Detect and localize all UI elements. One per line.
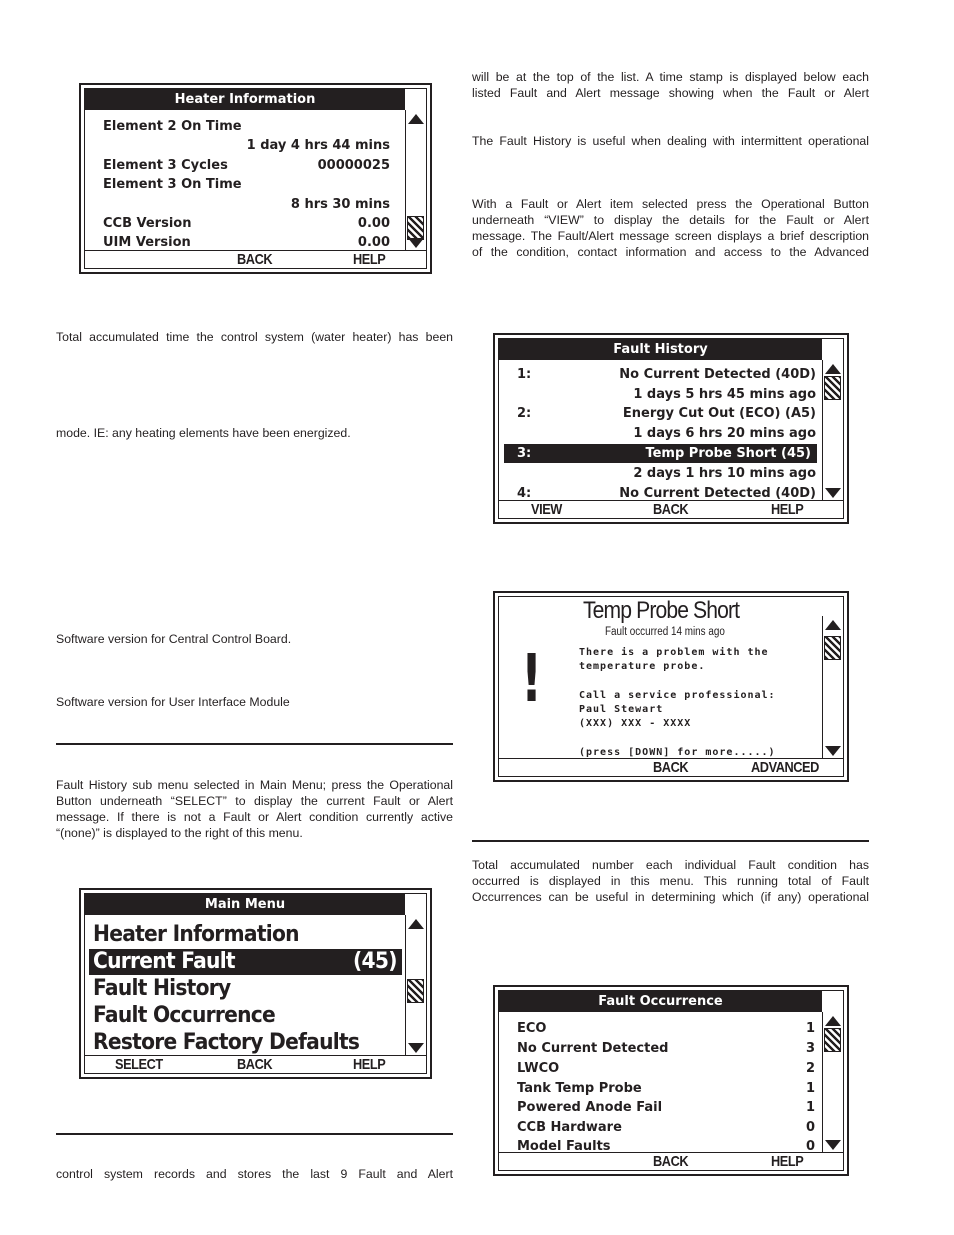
text-line: The Fault History is useful when dealing with intermittent operational [472,134,869,148]
scrollbar[interactable] [405,915,426,1056]
paragraph-mode [56,425,453,441]
paragraph-records [56,1166,453,1182]
message-line: temperature probe. [579,661,706,673]
softkey-bar [85,250,426,268]
info-label: Element 3 Cycles [103,158,228,173]
occurrence-label: CCB Hardware [517,1120,622,1135]
text-line: “(none)” is displayed to the right of this menu. [56,826,303,840]
history-index: 1: [517,367,532,382]
screen-title: Fault History [499,339,822,360]
history-timestamp: 1 days 5 hrs 45 mins ago [633,387,816,402]
help-button[interactable]: HELP [771,501,804,518]
history-fault[interactable]: No Current Detected (40D) [619,486,816,501]
scroll-down-icon[interactable] [825,1140,841,1150]
back-button[interactable]: BACK [653,759,689,776]
scroll-up-icon[interactable] [825,620,841,630]
text-line: mode. IE: any heating elements have been energized. [56,426,351,440]
history-fault[interactable]: No Current Detected (40D) [619,367,816,382]
message-line: Paul Stewart [579,704,664,716]
scroll-thumb[interactable] [824,1028,841,1052]
text-line: message. The Fault/Alert message screen displays a brief description [472,229,869,243]
message-line [579,732,776,746]
scroll-down-icon[interactable] [825,746,841,756]
text-line: Software version for User Interface Module [56,695,290,709]
scroll-up-icon[interactable] [408,919,424,929]
menu-item-fault-occurrence[interactable]: Fault Occurrence [93,1003,276,1028]
scrollbar[interactable] [822,1012,843,1153]
scrollbar[interactable] [405,110,426,251]
paragraph-fault-history-useful [472,133,869,149]
view-button[interactable]: VIEW [531,501,562,518]
history-timestamp: 2 days 1 hrs 10 mins ago [633,466,816,481]
scroll-down-icon[interactable] [408,238,424,248]
occurrence-count: 1 [805,1021,815,1036]
info-value: 8 hrs 30 mins [290,197,390,212]
help-button[interactable]: HELP [771,1153,804,1170]
screen-frame [498,338,844,519]
back-button[interactable]: BACK [237,1056,273,1073]
text-line: Software version for Central Control Board. [56,632,292,646]
fault-title: Temp Probe Short [583,597,740,624]
occurrence-label: Model Faults [517,1139,611,1154]
occurrence-label: Powered Anode Fail [517,1100,663,1115]
menu-item-fault-history[interactable]: Fault History [93,976,231,1001]
screen-frame [498,596,844,777]
occurrence-count: 3 [805,1041,815,1056]
paragraph-ccb [56,631,453,647]
fault-timestamp: Fault occurred 14 mins ago [605,626,725,638]
section-divider [56,743,453,745]
menu-item-heater-information[interactable]: Heater Information [93,922,299,947]
screen-title: Fault Occurrence [499,991,822,1012]
history-index: 3: [517,446,532,461]
scroll-thumb[interactable] [407,216,424,240]
text-line: control system records and stores the last 9 Fault and Alert [56,1167,453,1181]
history-fault-selected[interactable]: Temp Probe Short (45) [645,446,811,461]
softkey-bar [85,1055,426,1073]
softkey-bar [499,758,843,776]
scrollbar[interactable] [822,360,843,501]
main-menu-screen [79,888,432,1079]
occurrence-label: ECO [517,1021,547,1036]
info-value: 00000025 [317,158,390,173]
text-line: message. If there is not a Fault or Alert condition currently active [56,810,453,824]
info-label: UIM Version [103,235,191,250]
paragraph-timestamp [472,69,869,101]
history-fault[interactable]: Energy Cut Out (ECO) (A5) [622,406,816,421]
occurrence-count: 0 [805,1120,815,1135]
menu-item-current-fault[interactable]: Current Fault [93,949,235,974]
screen-frame [84,88,427,269]
text-line: underneath “VIEW” to display the details for the Fault or Alert [472,213,869,227]
section-divider [472,840,869,842]
text-line: Button underneath “SELECT” to display the current Fault or Alert [56,794,453,808]
history-index: 2: [517,406,532,421]
paragraph-occurrence [472,857,869,905]
occurrence-count: 2 [805,1061,815,1076]
info-label: Element 3 On Time [103,177,242,192]
message-line [579,675,776,689]
scroll-up-icon[interactable] [408,114,424,124]
screen-title: Main Menu [85,894,405,915]
back-button[interactable]: BACK [653,501,689,518]
occurrence-count: 1 [805,1081,815,1096]
back-button[interactable]: BACK [237,251,273,268]
occurrence-count: 0 [805,1139,815,1154]
screen-title: Heater Information [85,89,405,110]
screen-frame [498,990,844,1171]
message-line: (press [DOWN] for more.....) [579,747,776,759]
paragraph-fault-history-submenu [56,777,453,841]
fault-occurrence-screen [493,985,849,1176]
help-button[interactable]: HELP [353,251,386,268]
history-index: 4: [517,486,532,501]
fault-message [579,646,776,760]
heater-information-screen [79,83,432,274]
help-button[interactable]: HELP [353,1056,386,1073]
section-divider [56,1133,453,1135]
screen-frame [84,893,427,1074]
paragraph-total-time [56,329,453,345]
advanced-button[interactable]: ADVANCED [751,759,819,776]
text-line: Total accumulated number each individual Fault condition has [472,858,869,872]
scroll-thumb[interactable] [407,979,424,1003]
occurrence-label: No Current Detected [517,1041,669,1056]
text-line: will be at the top of the list. A time stamp is displayed below each [472,70,869,84]
info-value: 1 day 4 hrs 44 mins [246,138,390,153]
scroll-down-icon[interactable] [825,488,841,498]
occurrence-label: LWCO [517,1061,560,1076]
warning-icon: ! [521,640,543,717]
text-line: With a Fault or Alert item selected press the Operational Button [472,197,869,211]
message-line: Call a service professional: [579,689,776,701]
text-line: Total accumulated time the control system (water heater) has been [56,330,453,344]
paragraph-uim [56,694,453,710]
select-button[interactable]: SELECT [115,1056,163,1073]
scrollbar[interactable] [822,616,843,759]
info-value: 0.00 [357,235,390,250]
text-line: occurred is displayed in this menu. This running total of Fault [472,874,869,888]
occurrence-count: 1 [805,1100,815,1115]
current-fault-code: (45) [353,949,397,974]
text-line: Fault History sub menu selected in Main Menu; press the Operational [56,778,453,792]
history-timestamp: 1 days 6 hrs 20 mins ago [633,426,816,441]
info-value: 0.00 [357,216,390,231]
scroll-thumb[interactable] [824,636,841,660]
info-label: CCB Version [103,216,192,231]
fault-detail-screen [493,591,849,782]
occurrence-label: Tank Temp Probe [517,1081,642,1096]
scroll-up-icon[interactable] [825,1016,841,1026]
softkey-bar [499,500,843,518]
message-line: There is a problem with the [579,647,769,658]
softkey-bar [499,1152,843,1170]
scroll-down-icon[interactable] [408,1043,424,1053]
info-label: Element 2 On Time [103,119,242,134]
menu-item-restore-factory-defaults[interactable]: Restore Factory Defaults [93,1030,360,1055]
scroll-up-icon[interactable] [825,364,841,374]
paragraph-view [472,196,869,260]
text-line: listed Fault and Alert message showing when the Fault or Alert [472,86,869,100]
back-button[interactable]: BACK [653,1153,689,1170]
text-line: of the condition, contact information and access to the Advanced [472,245,869,259]
scroll-thumb[interactable] [824,376,841,400]
message-line: (XXX) XXX - XXXX [579,718,692,730]
text-line: Occurrences can be useful in determining which (if any) operational [472,890,869,904]
fault-history-screen [493,333,849,524]
